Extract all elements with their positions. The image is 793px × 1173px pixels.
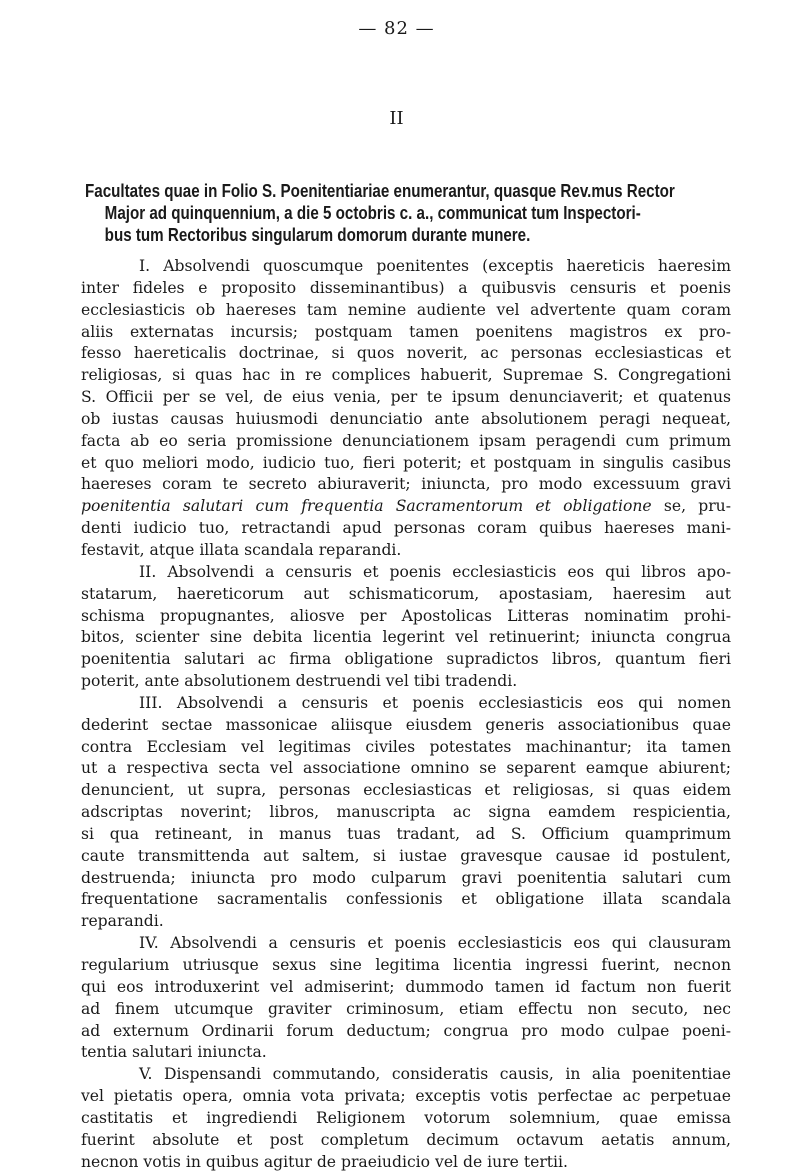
text-line: III. Absolvendi a censuris et poenis ecclesiasticis eos qui nomen (139, 693, 731, 712)
text-line: poenitentia salutari cum frequentia Sacramentorum et obligatione se, pru- (81, 497, 731, 516)
text-line: ad finem utcumque graviter criminosum, etiam effectu non secuto, nec (81, 999, 731, 1018)
text-line: castitatis et ingrediendi Religionem votorum solemnium, quae emissa (81, 1108, 731, 1127)
text-line: ecclesiasticis ob haereses tam nemine audiente vel advertente quam coram (81, 300, 731, 319)
text-line: reparandi. (81, 912, 164, 931)
text-line: I. Absolvendi quoscumque poenitentes (exceptis haereticis haeresim (139, 257, 731, 275)
body-text (81, 256, 731, 1173)
text-line: denuncient, ut supra, personas ecclesiasticas et religiosas, si quas eidem (81, 781, 731, 800)
text-line: poterit, ante absolutionem destruendi vel tibi tradendi. (81, 672, 518, 691)
paragraph (81, 933, 731, 1064)
text-line: ad externum Ordinarii forum deductum; congrua pro modo culpae poeni- (81, 1021, 731, 1040)
text-line: denti iudicio tuo, retractandi apud personas coram quibus haereses mani- (81, 519, 731, 538)
paragraph (81, 562, 731, 693)
text-line: religiosas, si quas hac in re complices habuerit, Supremae S. Congregationi (81, 366, 731, 385)
section-heading (85, 180, 725, 246)
paragraph (81, 693, 731, 933)
text-line: festavit, atque illata scandala reparandi. (81, 540, 402, 559)
page-number: — 82 — (358, 18, 435, 39)
text-line: aliis externatas incursis; postquam tamen poenitens magistros ex pro- (81, 322, 731, 341)
text-line: schisma propugnantes, aliosve per Apostolicas Litteras nominatim prohi- (81, 606, 731, 625)
text-line: fesso haereticalis doctrinae, si quos noverit, ac personas ecclesiasticas et (81, 344, 731, 363)
paragraph (81, 256, 731, 562)
text-line: S. Officii per se vel, de eius venia, per te ipsum denunciaverit; et quatenus (81, 388, 731, 407)
text-line: caute transmittenda aut saltem, si iustae gravesque causae id postulent, (81, 846, 731, 865)
text-line: contra Ecclesiam vel legitimas civiles potestates machinantur; ita tamen (81, 737, 731, 756)
text-line: IV. Absolvendi a censuris et poenis ecclesiasticis eos qui clausuram (139, 934, 731, 953)
section-numeral: II (389, 108, 404, 129)
text-line: si qua retineant, in manus tuas tradant, ad S. Officium quamprimum (81, 824, 731, 843)
text-line: haereses coram te secreto abiuraverit; iniuncta, pro modo excessuum gravi (81, 475, 731, 494)
text-line: vel pietatis opera, omnia vota privata; exceptis votis perfectae ac perpetuae (81, 1087, 731, 1106)
text-line: ut a respectiva secta vel associatione omnino se separent eamque abiurent; (81, 759, 731, 778)
text-line: statarum, haereticorum aut schismaticorum, apostasiam, haeresim aut (81, 584, 731, 603)
text-line: II. Absolvendi a censuris et poenis ecclesiasticis eos qui libros apo- (139, 562, 731, 581)
text-line: V. Dispensandi commutando, consideratis causis, in alia poenitentiae (139, 1065, 731, 1084)
text-line: qui eos introduxerint vel admiserint; dummodo tamen id factum non fuerit (81, 977, 731, 996)
text-line: poenitentia salutari ac firma obligatione supradictos libros, quantum fieri (81, 650, 731, 669)
text-line: adscriptas noverint; libros, manuscripta ac signa eamdem respicientia, (81, 803, 731, 822)
text-line: frequentatione sacramentalis confessionis et obligatione illata scandala (81, 890, 731, 909)
text-line: fuerint absolute et post completum decimum octavum aetatis annum, (81, 1130, 731, 1149)
text-line: destruenda; iniuncta pro modo culparum gravi poenitentia salutari cum (81, 868, 731, 887)
text-line: facta ab eo seria promissione denunciationem ipsam peragendi cum primum (81, 431, 731, 450)
paragraph (81, 1064, 731, 1173)
text-line: et quo meliori modo, iudicio tuo, fieri poterit; et postquam in singulis casibus (81, 453, 731, 472)
text-line: dederint sectae massonicae aliisque eiusdem generis associationibus quae (81, 715, 731, 734)
heading-line: bus tum Rectoribus singularum domorum durante munere. (104, 224, 531, 245)
text-line: regularium utriusque sexus sine legitima licentia ingressi fuerint, necnon (81, 956, 731, 974)
heading-line: Major ad quinquennium, a die 5 octobris c. a., communicat tum Inspectori- (104, 202, 641, 223)
heading-line: Facultates quae in Folio S. Poenitentiariae enumerantur, quasque Rev.mus Rector (85, 180, 675, 201)
text-line: tentia salutari iniuncta. (81, 1043, 267, 1062)
text-line: bitos, scienter sine debita licentia legerint vel retinuerint; iniuncta congrua (81, 628, 731, 647)
text-line: ob iustas causas huiusmodi denunciatio ante absolutionem peragi nequeat, (81, 409, 731, 428)
text-line: inter fideles e proposito disseminantibus) a quibusvis censuris et poenis (81, 278, 731, 297)
text-line: necnon votis in quibus agitur de praeiudicio vel de iure tertii. (81, 1152, 568, 1171)
